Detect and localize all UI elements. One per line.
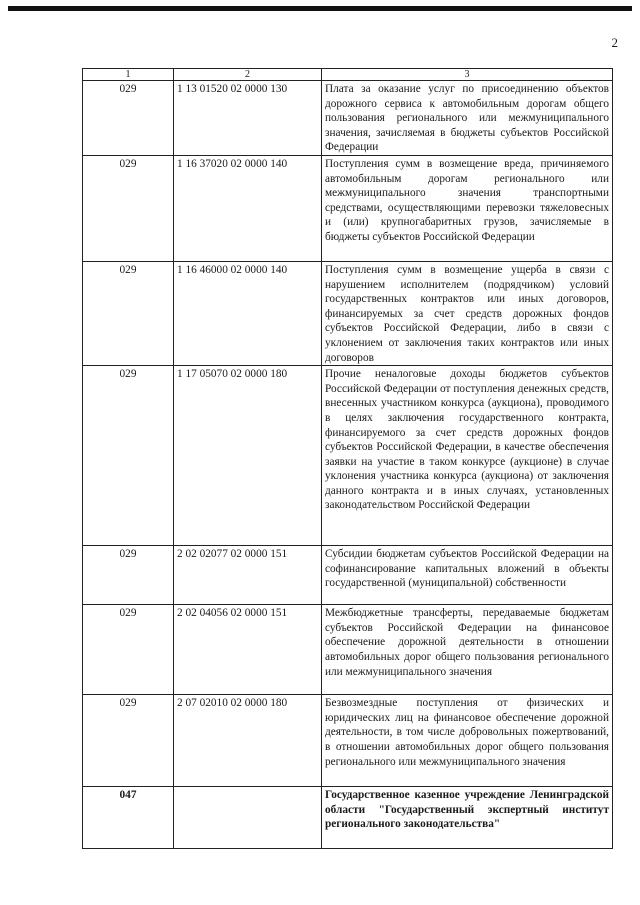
kbk-code-cell: 1 16 37020 02 0000 140 [174,155,322,261]
table-row [83,605,613,695]
income-codes-table [82,68,613,849]
kbk-code-cell [174,787,322,849]
page-number: 2 [611,35,618,50]
table-row [83,695,613,787]
description-cell: Плата за оказание услуг по присоединению объектов дорожного сервиса к автомобильным дорогам общего пользования регионального или межмуниципального значения, зачисляемая в бюджеты субъектов Российской Федерации [322,81,613,156]
admin-code-cell: 029 [83,155,174,261]
description-cell: Безвозмездные поступления от физических и юридических лиц на финансовое обеспечение дорожной деятельности, в том числе добровольных пожертвований, в отношении автомобильных дорог общего пользования регионального или межмуниципального значения [322,695,613,787]
admin-code-cell: 029 [83,261,174,365]
admin-code-cell: 029 [83,546,174,605]
description-cell: Поступления сумм в возмещение вреда, причиняемого автомобильным дорогам регионального или межмуниципального значения транспортными средствами, осуществляющими перевозки тяжеловесных и (или) крупногабаритных грузов, зачисляемые в бюджеты субъектов Российской Федерации [322,155,613,261]
admin-code-cell: 047 [83,787,174,849]
description-cell: Субсидии бюджетам субъектов Российской Федерации на софинансирование капитальных вложений в объекты государственной (муниципальной) собственности [322,546,613,605]
kbk-code-cell: 2 02 02077 02 0000 151 [174,546,322,605]
admin-code-cell: 029 [83,605,174,695]
admin-code-cell: 029 [83,695,174,787]
table-header-row [83,69,613,81]
table-row-organization [83,787,613,849]
admin-code-cell: 029 [83,81,174,156]
kbk-code-cell: 1 17 05070 02 0000 180 [174,366,322,546]
admin-code-cell: 029 [83,366,174,546]
kbk-code-cell: 1 16 46000 02 0000 140 [174,261,322,365]
column-header-3: 3 [322,69,613,81]
column-header-1: 1 [83,69,174,81]
kbk-code-cell: 1 13 01520 02 0000 130 [174,81,322,156]
table-row [83,546,613,605]
description-cell: Поступления сумм в возмещение ущерба в связи с нарушением исполнителем (подрядчиком) условий государственных контрактов или иных договоров, финансируемых за счет средств дорожных фондов субъектов Российской Федерации, либо в связи с уклонением от заключения таких контрактов или иных договоров [322,261,613,365]
kbk-code-cell: 2 02 04056 02 0000 151 [174,605,322,695]
column-header-2: 2 [174,69,322,81]
description-cell: Межбюджетные трансферты, передаваемые бюджетам субъектов Российской Федерации на финансовое обеспечение дорожной деятельности в отношении автомобильных дорог общего пользования регионального или межмуниципального значения [322,605,613,695]
description-cell: Прочие неналоговые доходы бюджетов субъектов Российской Федерации от поступления денежных средств, внесенных участником конкурса (аукциона), проводимого в целях заключения государственного контракта, финансируемого за счет средств дорожных фондов субъектов Российской Федерации, в качестве обеспечения заявки на участие в таком конкурсе (аукционе) в случае уклонения участника конкурса (аукциона) от заключения данного контракта и в иных случаях, установленных законодательством Российской Федерации [322,366,613,546]
scan-top-border [8,6,632,11]
table-row [83,155,613,261]
table-row [83,81,613,156]
table-row [83,366,613,546]
organization-name-cell: Государственное казенное учреждение Ленинградской области "Государственный экспертный институт регионального законодательства" [322,787,613,849]
kbk-code-cell: 2 07 02010 02 0000 180 [174,695,322,787]
table-row [83,261,613,365]
